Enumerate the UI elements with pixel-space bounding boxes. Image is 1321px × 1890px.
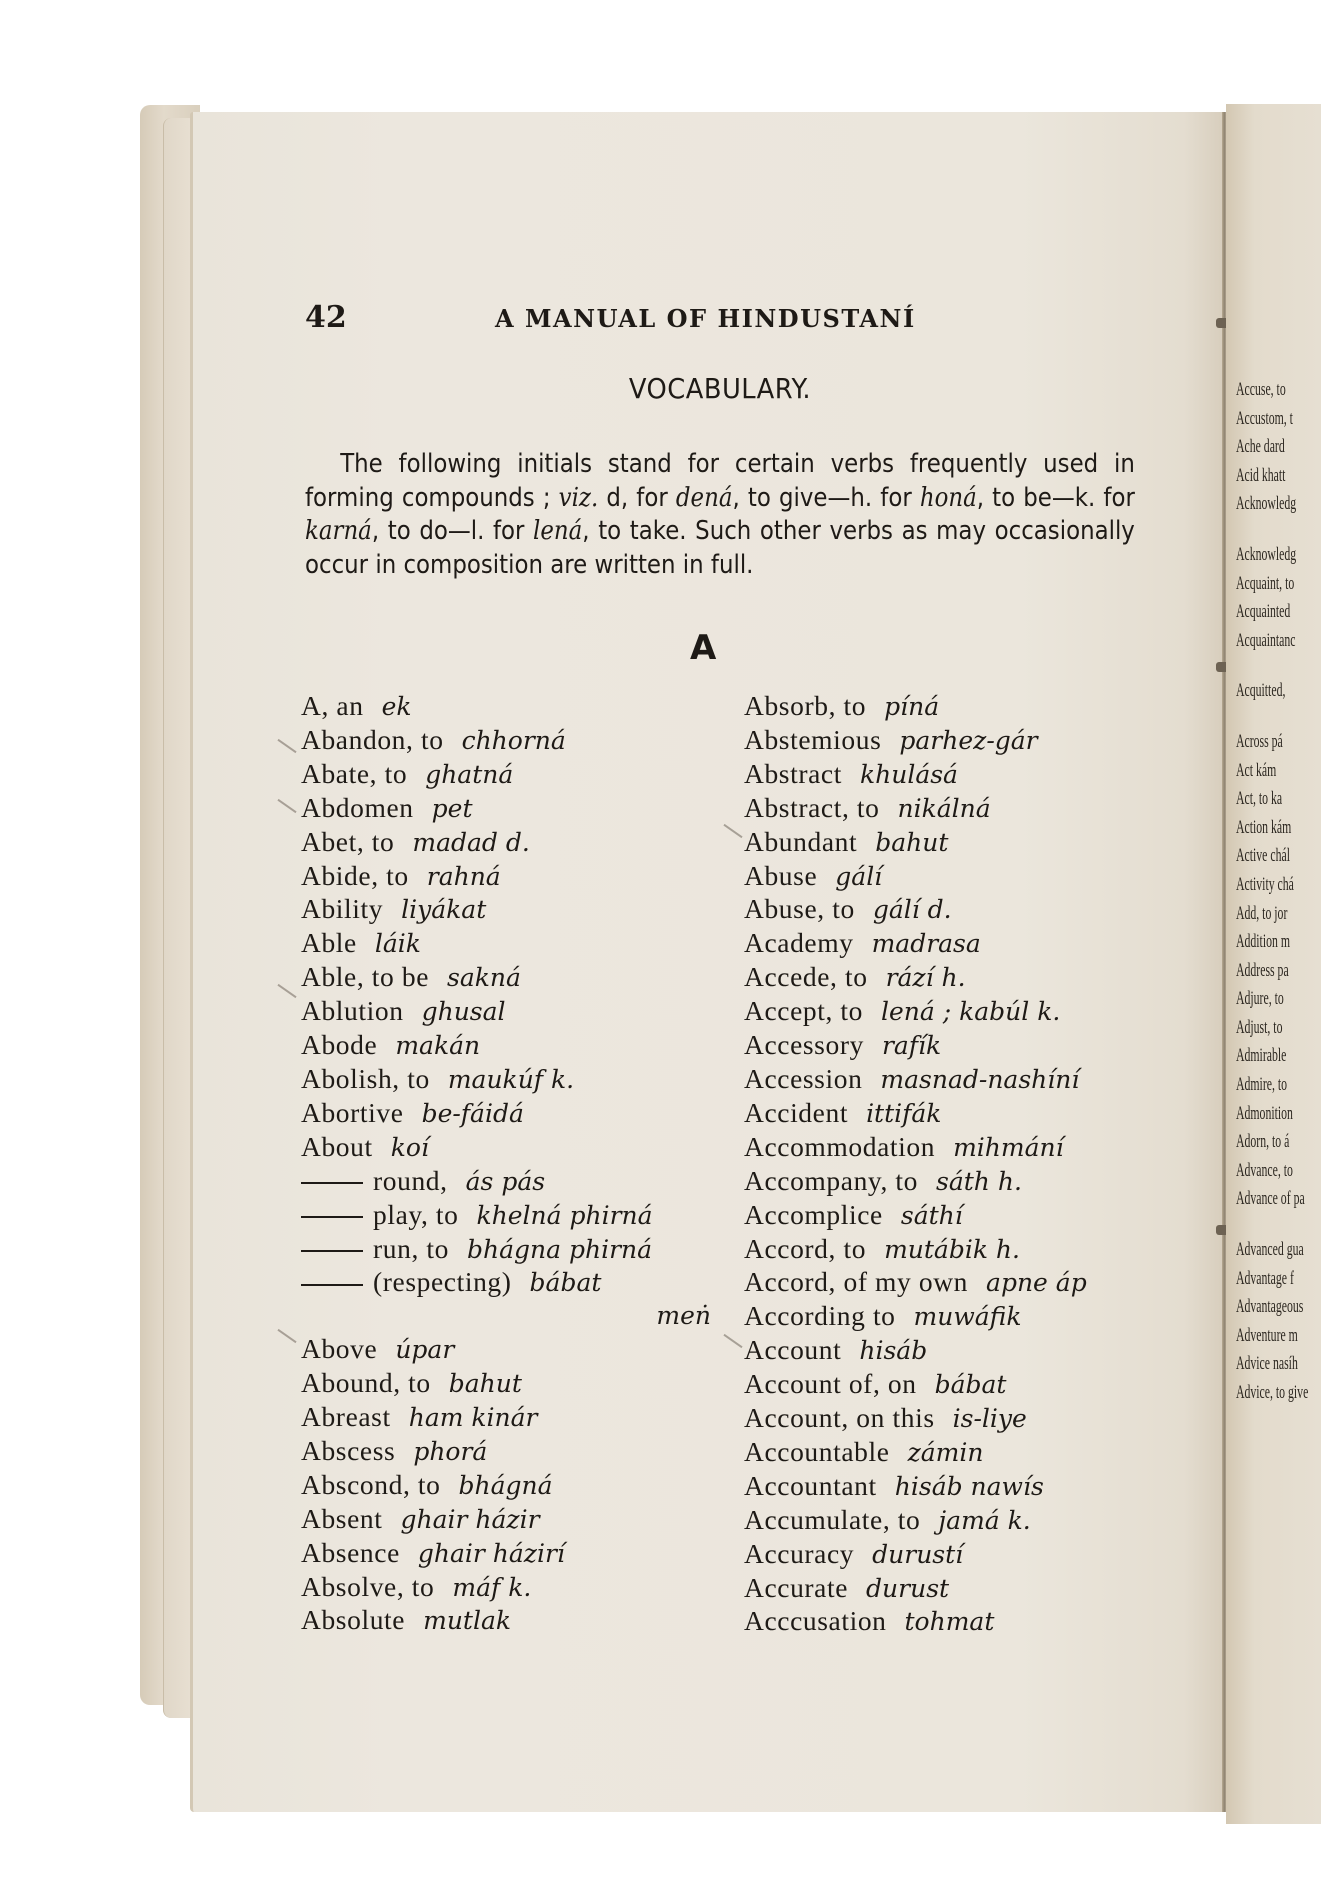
entry-term: Abound, to <box>301 1367 431 1399</box>
entry-translation: lená ; kabúl k. <box>881 997 1061 1027</box>
entry-term: play, to <box>373 1198 459 1230</box>
book-title: A MANUAL OF HINDUSTANÍ <box>495 304 916 333</box>
repeat-dash <box>301 1284 363 1286</box>
entry-term: Abode <box>301 1029 378 1061</box>
entry-term: Abet, to <box>301 825 395 857</box>
entry-translation: ás pás <box>465 1166 546 1196</box>
entry-term: Accept, to <box>744 995 864 1027</box>
vocabulary-entry <box>744 1266 1144 1300</box>
next-page-entry: Action kám <box>1236 816 1292 838</box>
entry-term: Accumulate, to <box>744 1503 921 1535</box>
entry-term: Abuse <box>744 859 818 891</box>
entry-term: Absent <box>301 1502 383 1534</box>
intro-italic: karná <box>305 516 372 546</box>
vocabulary-entry <box>744 1300 1144 1334</box>
entry-term: Accomplice <box>744 1198 883 1230</box>
entry-term: Accurate <box>744 1571 849 1603</box>
vocabulary-entry <box>301 1131 721 1165</box>
entry-term: Ablution <box>301 995 404 1027</box>
next-page-entry: Activity chá <box>1236 873 1294 895</box>
entry-translation: masnad-nashíní <box>880 1064 1080 1094</box>
intro-italic: lená <box>533 516 583 546</box>
entry-term: Accede, to <box>744 961 868 993</box>
vocabulary-entry <box>744 1063 1144 1097</box>
entry-term: Abstemious <box>744 723 882 755</box>
vocabulary-entry <box>301 1401 721 1435</box>
vocabulary-entry <box>301 1097 721 1131</box>
entry-term: Abortive <box>301 1096 404 1128</box>
entry-term: Abdomen <box>301 791 414 823</box>
next-page-entry: Accustom, t <box>1236 407 1293 429</box>
entry-translation: láik <box>374 929 421 959</box>
next-page-entry: Acquitted, <box>1236 680 1286 702</box>
entry-term: Account, on this <box>744 1402 935 1434</box>
entry-term: Absolute <box>301 1604 406 1636</box>
vocabulary-entry <box>301 1266 721 1333</box>
next-page-entry: Add, to jor <box>1236 902 1288 924</box>
entry-term: Account <box>744 1334 842 1366</box>
entry-term: Able <box>301 927 357 959</box>
entry-translation: ghair házirí <box>417 1538 565 1568</box>
vocabulary-entry <box>744 1368 1144 1402</box>
vocabulary-entry <box>301 893 721 927</box>
entry-translation: khelná phirná <box>476 1200 653 1230</box>
entry-term: Accord, of my own <box>744 1266 969 1298</box>
entry-translation: ghusal <box>421 997 506 1027</box>
entry-translation: pet <box>431 793 473 823</box>
entry-translation: muwáfik <box>913 1302 1022 1332</box>
vocabulary-entry <box>744 826 1144 860</box>
entry-translation: sáthí <box>900 1200 963 1230</box>
intro-text: , to be—k. for <box>976 482 1135 513</box>
intro-italic: viz. <box>558 482 599 513</box>
vocabulary-entry <box>744 724 1144 758</box>
next-page-entry: Addition m <box>1236 931 1290 953</box>
entry-translation: khulásá <box>859 759 958 789</box>
intro-italic: honá <box>919 482 977 513</box>
next-page-entry: Admirable <box>1236 1045 1287 1067</box>
next-page-entry: Acquainted <box>1236 601 1291 623</box>
vocabulary-entry <box>744 961 1144 995</box>
entry-translation: chhorná <box>461 725 566 755</box>
vocabulary-entry <box>301 1333 721 1367</box>
entry-translation: apne áp <box>986 1268 1087 1298</box>
vocabulary-entry <box>744 690 1144 724</box>
entry-term: Abate, to <box>301 757 408 789</box>
entry-term: Accompany, to <box>744 1164 919 1196</box>
entry-term: According to <box>744 1300 896 1332</box>
entry-term: Abscess <box>301 1434 396 1466</box>
entry-term: Account of, on <box>744 1368 917 1400</box>
vocabulary-entry <box>301 1029 721 1063</box>
next-page-entry: Advance, to <box>1236 1159 1293 1181</box>
vocabulary-entry <box>744 1470 1144 1504</box>
entry-translation: zámin <box>907 1437 984 1467</box>
entry-translation: ghair házir <box>400 1504 540 1534</box>
vocabulary-entry <box>744 995 1144 1029</box>
next-page-entry: Acquaintanc <box>1236 629 1296 651</box>
next-page-entry: Admonition <box>1236 1102 1293 1124</box>
vocabulary-entry <box>744 758 1144 792</box>
entry-translation: máf k. <box>452 1572 532 1602</box>
vocabulary-column-left <box>301 690 721 1638</box>
vocabulary-entry <box>744 893 1144 927</box>
next-page-entry: Active chál <box>1236 845 1290 867</box>
entry-translation: koí <box>390 1132 429 1162</box>
entry-translation: bábat <box>934 1370 1007 1400</box>
vocabulary-entry <box>301 1571 721 1605</box>
vocabulary-entry <box>744 927 1144 961</box>
entry-translation: rází h. <box>885 963 966 993</box>
vocabulary-entry <box>301 1367 721 1401</box>
next-page-entry: Adjust, to <box>1236 1016 1283 1038</box>
vocabulary-entry <box>744 1199 1144 1233</box>
entry-term: Able, to be <box>301 961 430 993</box>
entry-translation: madrasa <box>871 929 981 959</box>
entry-translation: gálí d. <box>872 895 952 925</box>
vocabulary-entry <box>744 1097 1144 1131</box>
entry-term: Abide, to <box>301 859 409 891</box>
vocabulary-entry <box>301 860 721 894</box>
entry-translation: durustí <box>872 1539 964 1569</box>
vocabulary-entry <box>301 690 721 724</box>
entry-term: A, an <box>301 690 364 721</box>
entry-translation: ek <box>381 692 412 721</box>
entry-term: Acccusation <box>744 1605 887 1637</box>
entry-translation: maukúf k. <box>447 1064 575 1094</box>
repeat-dash <box>301 1216 363 1218</box>
entry-term: Absorb, to <box>744 690 867 721</box>
vocabulary-entry <box>744 1233 1144 1267</box>
entry-term: round, <box>373 1164 448 1196</box>
vocabulary-entry <box>301 1063 721 1097</box>
next-page-entry: Advice, to give <box>1236 1382 1309 1403</box>
entry-translation: ghatná <box>425 759 514 789</box>
vocabulary-entry <box>744 1504 1144 1538</box>
vocabulary-entry <box>301 1233 721 1267</box>
intro-italic: dená <box>675 482 733 513</box>
entry-term: (respecting) <box>373 1266 512 1298</box>
intro-paragraph <box>305 448 1135 582</box>
entry-translation: tohmat <box>904 1607 995 1637</box>
entry-translation: jamá k. <box>938 1505 1031 1535</box>
page-number: 42 <box>305 300 347 335</box>
entry-term: Accountable <box>744 1435 890 1467</box>
entry-translation: be-fáidá <box>421 1098 524 1128</box>
entry-term: Accessory <box>744 1029 864 1061</box>
entry-translation: makán <box>395 1031 481 1061</box>
vocabulary-entry <box>301 1604 721 1638</box>
vocabulary-entry <box>744 860 1144 894</box>
entry-term: Accountant <box>744 1469 877 1501</box>
entry-translation: nikálná <box>897 793 991 823</box>
running-head <box>305 300 1125 340</box>
next-page-entry: Advice nasíh <box>1236 1353 1298 1375</box>
entry-translation: mutábik h. <box>884 1234 1020 1264</box>
repeat-dash <box>301 1182 363 1184</box>
entry-translation: sakná <box>447 963 521 993</box>
entry-translation: mutlak <box>423 1606 512 1636</box>
vocabulary-entry <box>301 995 721 1029</box>
next-page-entry: Advance of pa <box>1236 1188 1305 1210</box>
entry-term: Abreast <box>301 1401 391 1433</box>
entry-translation: bahut <box>448 1369 522 1399</box>
vocabulary-entry <box>744 1538 1144 1572</box>
intro-text: The following initials stand for certain verbs frequently used in forming compounds ; <box>305 449 1135 513</box>
vocabulary-entry <box>301 1503 721 1537</box>
entry-translation: ham kinár <box>408 1403 538 1433</box>
vocabulary-entry <box>301 961 721 995</box>
entry-term: Accession <box>744 1062 863 1094</box>
entry-translation: hisáb <box>859 1336 928 1366</box>
vocabulary-entry <box>301 1469 721 1503</box>
entry-translation: gálí <box>835 861 883 891</box>
vocabulary-entry <box>744 1029 1144 1063</box>
next-page-entry: Ache dard <box>1236 436 1285 458</box>
entry-term: Abscond, to <box>301 1468 441 1500</box>
entry-translation: sáth h. <box>936 1166 1022 1196</box>
entry-term: Absolve, to <box>301 1570 435 1602</box>
intro-text: d, for <box>598 482 676 513</box>
entry-translation: durust <box>866 1573 950 1603</box>
next-page-entry: Advanced gua <box>1236 1239 1304 1261</box>
entry-term: Academy <box>744 927 854 959</box>
entry-term: Abandon, to <box>301 723 444 755</box>
next-page-entry: Act, to ka <box>1236 788 1283 810</box>
vocabulary-entry <box>744 1572 1144 1606</box>
intro-text: , to give—h. for <box>732 482 920 513</box>
next-page-entry: Adventure m <box>1236 1324 1298 1346</box>
vocabulary-entry <box>301 758 721 792</box>
next-page-entry: Across pá <box>1236 730 1283 752</box>
vocabulary-entry <box>301 1537 721 1571</box>
entry-term: Accuracy <box>744 1537 855 1569</box>
vocabulary-entry <box>744 1436 1144 1470</box>
next-page-entry: Address pa <box>1236 959 1289 981</box>
next-page-entry: Adorn, to á <box>1236 1131 1290 1153</box>
vocabulary-entry <box>744 1402 1144 1436</box>
next-page-entry: Advantage f <box>1236 1267 1294 1289</box>
next-page-entries <box>1236 376 1308 1408</box>
letter-heading: A <box>690 628 717 668</box>
entry-term: Accord, to <box>744 1232 867 1264</box>
next-page-entry: Acquaint, to <box>1236 572 1295 594</box>
vocabulary-entry <box>744 1334 1144 1368</box>
next-page-entry: Adjure, to <box>1236 988 1284 1010</box>
entry-term: run, to <box>373 1232 449 1264</box>
entry-translation: mihmání <box>953 1132 1064 1162</box>
entry-translation: rafík <box>881 1031 942 1061</box>
next-page-entry: Admire, to <box>1236 1074 1288 1096</box>
section-title: VOCABULARY. <box>628 372 812 405</box>
vocabulary-entry <box>301 927 721 961</box>
intro-text: , to do—l. for <box>371 516 534 546</box>
vocabulary-entry <box>744 792 1144 826</box>
entry-term: About <box>301 1130 373 1162</box>
vocabulary-entry <box>744 1165 1144 1199</box>
next-page-entry: Advantageous <box>1236 1296 1304 1318</box>
vocabulary-entry <box>301 826 721 860</box>
vocabulary-entry <box>744 1131 1144 1165</box>
entry-term: Accommodation <box>744 1130 936 1162</box>
next-page-entry: Acid khatt <box>1236 464 1286 486</box>
right-page-partial <box>1226 104 1321 1824</box>
entry-translation: madad d. <box>412 827 530 857</box>
next-page-entry: Acknowledg <box>1236 493 1297 515</box>
entry-term: Accident <box>744 1096 849 1128</box>
entry-translation: hisáb nawís <box>894 1471 1044 1501</box>
entry-translation: is-liye <box>952 1404 1027 1434</box>
next-page-entry: Act kám <box>1236 759 1277 781</box>
vocabulary-entry <box>301 724 721 758</box>
entry-translation-continued: meṅ <box>656 1301 711 1331</box>
entry-term: Ability <box>301 893 384 925</box>
entry-term: Abstract, to <box>744 791 880 823</box>
entry-translation: píná <box>884 692 940 721</box>
repeat-dash <box>301 1250 363 1252</box>
entry-term: Abundant <box>744 825 858 857</box>
entry-term: Abuse, to <box>744 893 855 925</box>
vocabulary-entry <box>301 1199 721 1233</box>
next-page-entry: Accuse, to <box>1236 379 1286 400</box>
next-page-entry: Acknowledg <box>1236 543 1297 565</box>
entry-translation: phorá <box>413 1436 488 1466</box>
entry-term: Absence <box>301 1536 400 1568</box>
vocabulary-entry <box>301 1165 721 1199</box>
entry-translation: bábat <box>529 1268 602 1298</box>
entry-translation: liyákat <box>401 895 487 925</box>
entry-translation: rahná <box>426 861 501 891</box>
entry-translation: parhez-gár <box>899 725 1038 755</box>
entry-translation: bahut <box>875 827 949 857</box>
entry-translation: bhágná <box>458 1470 553 1500</box>
vocabulary-column-right <box>744 690 1144 1639</box>
intro-text: , to take. Such other verbs as may occasionally occur in composition are written in full. <box>305 516 1135 580</box>
entry-translation: bhágna phirná <box>467 1234 653 1264</box>
vocabulary-entry <box>301 1435 721 1469</box>
vocabulary-entry <box>301 792 721 826</box>
entry-translation: ittifák <box>866 1098 942 1128</box>
entry-term: Abstract <box>744 757 842 789</box>
entry-term: Abolish, to <box>301 1062 430 1094</box>
entry-translation: úpar <box>395 1335 455 1365</box>
entry-term: Above <box>301 1333 378 1365</box>
vocabulary-entry <box>744 1605 1144 1639</box>
